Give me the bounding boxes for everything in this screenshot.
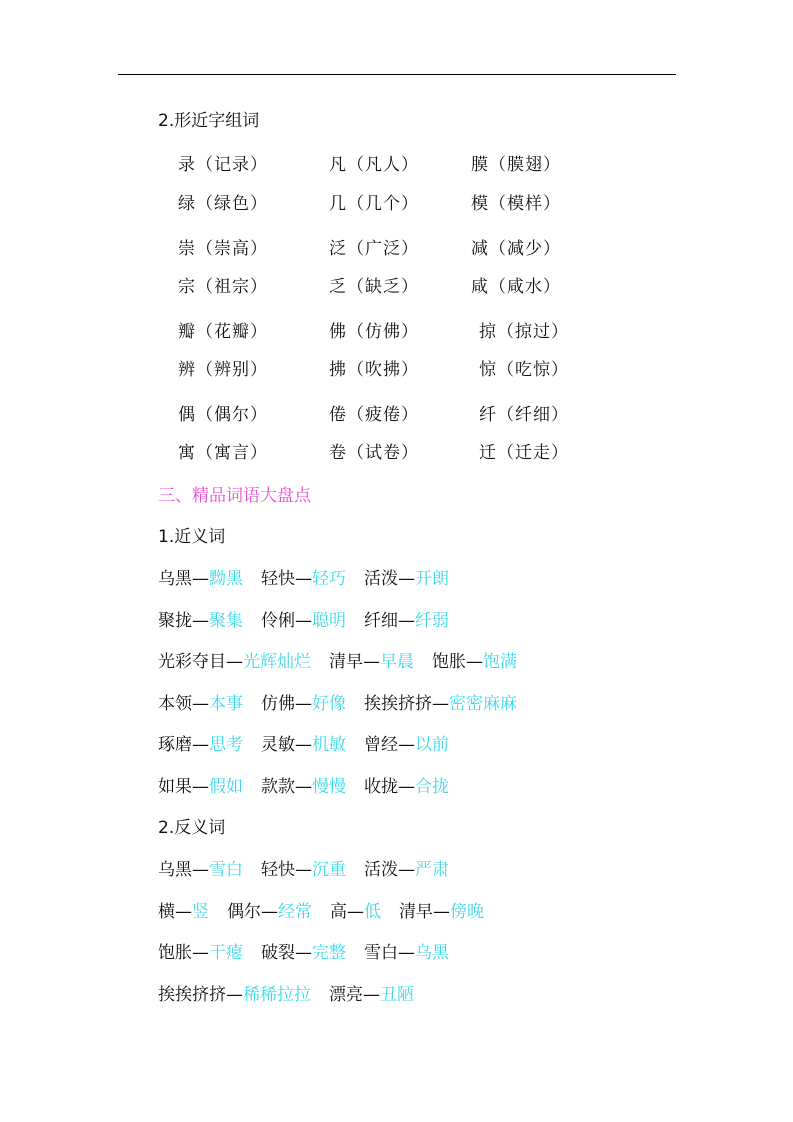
synonym-pair <box>158 611 243 631</box>
answer-word: 密密麻麻 <box>449 693 517 714</box>
char-word-pair: 减（减少） <box>471 239 561 259</box>
word: 如果— <box>158 776 209 797</box>
answer-word: 丑陋 <box>380 984 414 1005</box>
answer-word: 干瘪 <box>209 943 243 963</box>
synonym-pair <box>364 735 449 755</box>
synonym-pair <box>261 735 346 755</box>
char-word-pair: 纤（纤细） <box>479 405 569 425</box>
word: 破裂— <box>261 943 312 963</box>
answer-word: 以前 <box>415 735 449 755</box>
synonym-pair <box>158 569 243 589</box>
answer-word: 本事 <box>209 693 243 714</box>
word: 伶俐— <box>261 610 312 631</box>
char-word-pair: 佛（仿佛） <box>329 322 419 342</box>
antonym-pair <box>261 860 346 880</box>
section-title-vocabulary: 三、精品词语大盘点 <box>158 486 311 506</box>
section-title-similar-chars: 2.形近字组词 <box>158 111 260 131</box>
answer-word: 纤弱 <box>415 610 449 631</box>
word: 本领— <box>158 693 209 714</box>
antonyms-title: 2.反义词 <box>158 818 226 838</box>
antonym-pair <box>227 902 312 922</box>
answer-word: 饱满 <box>483 652 517 672</box>
char-word-pair: 宗（祖宗） <box>178 277 268 297</box>
synonym-pair <box>364 777 449 797</box>
word: 清早— <box>399 901 450 922</box>
char-word-pair: 几（几个） <box>329 194 419 214</box>
word: 活泼— <box>364 860 415 880</box>
char-word-pair: 拂（吹拂） <box>329 360 419 380</box>
answer-word: 早晨 <box>380 652 414 672</box>
word: 活泼— <box>364 569 415 589</box>
word: 光彩夺目— <box>158 652 243 672</box>
word: 漂亮— <box>329 984 380 1005</box>
antonym-pair <box>158 860 243 880</box>
antonym-row <box>158 855 467 880</box>
word: 饱胀— <box>432 652 483 672</box>
answer-word: 开朗 <box>415 569 449 589</box>
char-word-pair: 迁（迁走） <box>479 443 569 463</box>
answer-word: 聚集 <box>209 610 243 631</box>
char-word-pair: 惊（吃惊） <box>479 360 569 380</box>
answer-word: 雪白 <box>209 860 243 880</box>
word: 仿佛— <box>261 693 312 714</box>
char-word-pair: 瓣（花瓣） <box>178 322 268 342</box>
synonym-pair <box>261 777 346 797</box>
word: 雪白— <box>364 943 415 963</box>
word: 横— <box>158 901 192 922</box>
char-word-pair: 绿（绿色） <box>178 194 268 214</box>
word: 纤细— <box>364 610 415 631</box>
synonym-pair <box>261 569 346 589</box>
word: 轻快— <box>261 569 312 589</box>
antonym-row <box>158 938 467 963</box>
answer-word: 轻巧 <box>312 569 346 589</box>
answer-word: 合拢 <box>415 776 449 797</box>
answer-word: 稀稀拉拉 <box>243 984 311 1005</box>
answer-word: 竖 <box>192 901 209 922</box>
synonym-pair <box>158 652 311 672</box>
answer-word: 慢慢 <box>312 776 346 797</box>
antonym-pair <box>158 902 209 922</box>
char-word-pair: 寓（寓言） <box>178 443 268 463</box>
synonym-pair <box>158 777 243 797</box>
char-word-pair: 崇（崇高） <box>178 239 268 259</box>
word: 乌黑— <box>158 569 209 589</box>
answer-word: 沉重 <box>312 860 346 880</box>
synonym-pair <box>364 569 449 589</box>
char-word-pair: 辨（辨别） <box>178 360 268 380</box>
answer-word: 假如 <box>209 776 243 797</box>
synonym-pair <box>364 611 449 631</box>
char-word-pair: 偶（偶尔） <box>178 405 268 425</box>
word: 灵敏— <box>261 735 312 755</box>
char-word-pair: 乏（缺乏） <box>329 277 419 297</box>
synonym-pair <box>158 735 243 755</box>
char-word-pair: 卷（试卷） <box>329 443 419 463</box>
answer-word: 严肃 <box>415 860 449 880</box>
answer-word: 机敏 <box>312 735 346 755</box>
synonym-pair <box>261 611 346 631</box>
word: 曾经— <box>364 735 415 755</box>
antonym-row <box>158 897 502 922</box>
word: 偶尔— <box>227 901 278 922</box>
antonym-pair <box>158 985 311 1005</box>
answer-word: 傍晚 <box>450 901 484 922</box>
answer-word: 光辉灿烂 <box>243 652 311 672</box>
char-word-pair: 咸（咸水） <box>471 277 561 297</box>
synonym-row <box>158 730 467 755</box>
antonym-pair <box>364 860 449 880</box>
word: 琢磨— <box>158 735 209 755</box>
answer-word: 低 <box>364 901 381 922</box>
word: 轻快— <box>261 860 312 880</box>
antonym-row <box>158 980 432 1005</box>
char-word-pair: 泛（广泛） <box>329 239 419 259</box>
char-word-pair: 凡（凡人） <box>329 155 419 175</box>
answer-word: 黝黑 <box>209 569 243 589</box>
synonym-row <box>158 564 467 589</box>
word: 收拢— <box>364 776 415 797</box>
synonym-pair <box>329 652 414 672</box>
word: 饱胀— <box>158 943 209 963</box>
synonym-row <box>158 772 467 797</box>
word: 款款— <box>261 776 312 797</box>
word: 乌黑— <box>158 860 209 880</box>
char-word-pair: 膜（膜翅） <box>471 155 561 175</box>
antonym-pair <box>158 943 243 963</box>
synonym-row <box>158 606 467 631</box>
synonym-pair <box>364 694 517 714</box>
word: 聚拢— <box>158 610 209 631</box>
synonyms-title: 1.近义词 <box>158 527 226 547</box>
synonym-row <box>158 689 535 714</box>
antonym-pair <box>329 985 414 1005</box>
synonym-pair <box>432 652 517 672</box>
char-word-pair: 录（记录） <box>178 155 268 175</box>
word: 清早— <box>329 652 380 672</box>
char-word-pair: 掠（掠过） <box>479 322 569 342</box>
char-word-pair: 模（模样） <box>471 194 561 214</box>
answer-word: 好像 <box>312 693 346 714</box>
word: 高— <box>330 901 364 922</box>
word: 挨挨挤挤— <box>158 984 243 1005</box>
synonym-row <box>158 647 535 672</box>
char-word-pair: 倦（疲倦） <box>329 405 419 425</box>
synonym-pair <box>158 694 243 714</box>
header-rule <box>118 74 676 75</box>
answer-word: 聪明 <box>312 610 346 631</box>
answer-word: 完整 <box>312 943 346 963</box>
antonym-pair <box>399 902 484 922</box>
synonym-pair <box>261 694 346 714</box>
answer-word: 思考 <box>209 735 243 755</box>
answer-word: 经常 <box>278 901 312 922</box>
antonym-pair <box>330 902 381 922</box>
antonym-pair <box>261 943 346 963</box>
answer-word: 乌黑 <box>415 943 449 963</box>
word: 挨挨挤挤— <box>364 693 449 714</box>
antonym-pair <box>364 943 449 963</box>
